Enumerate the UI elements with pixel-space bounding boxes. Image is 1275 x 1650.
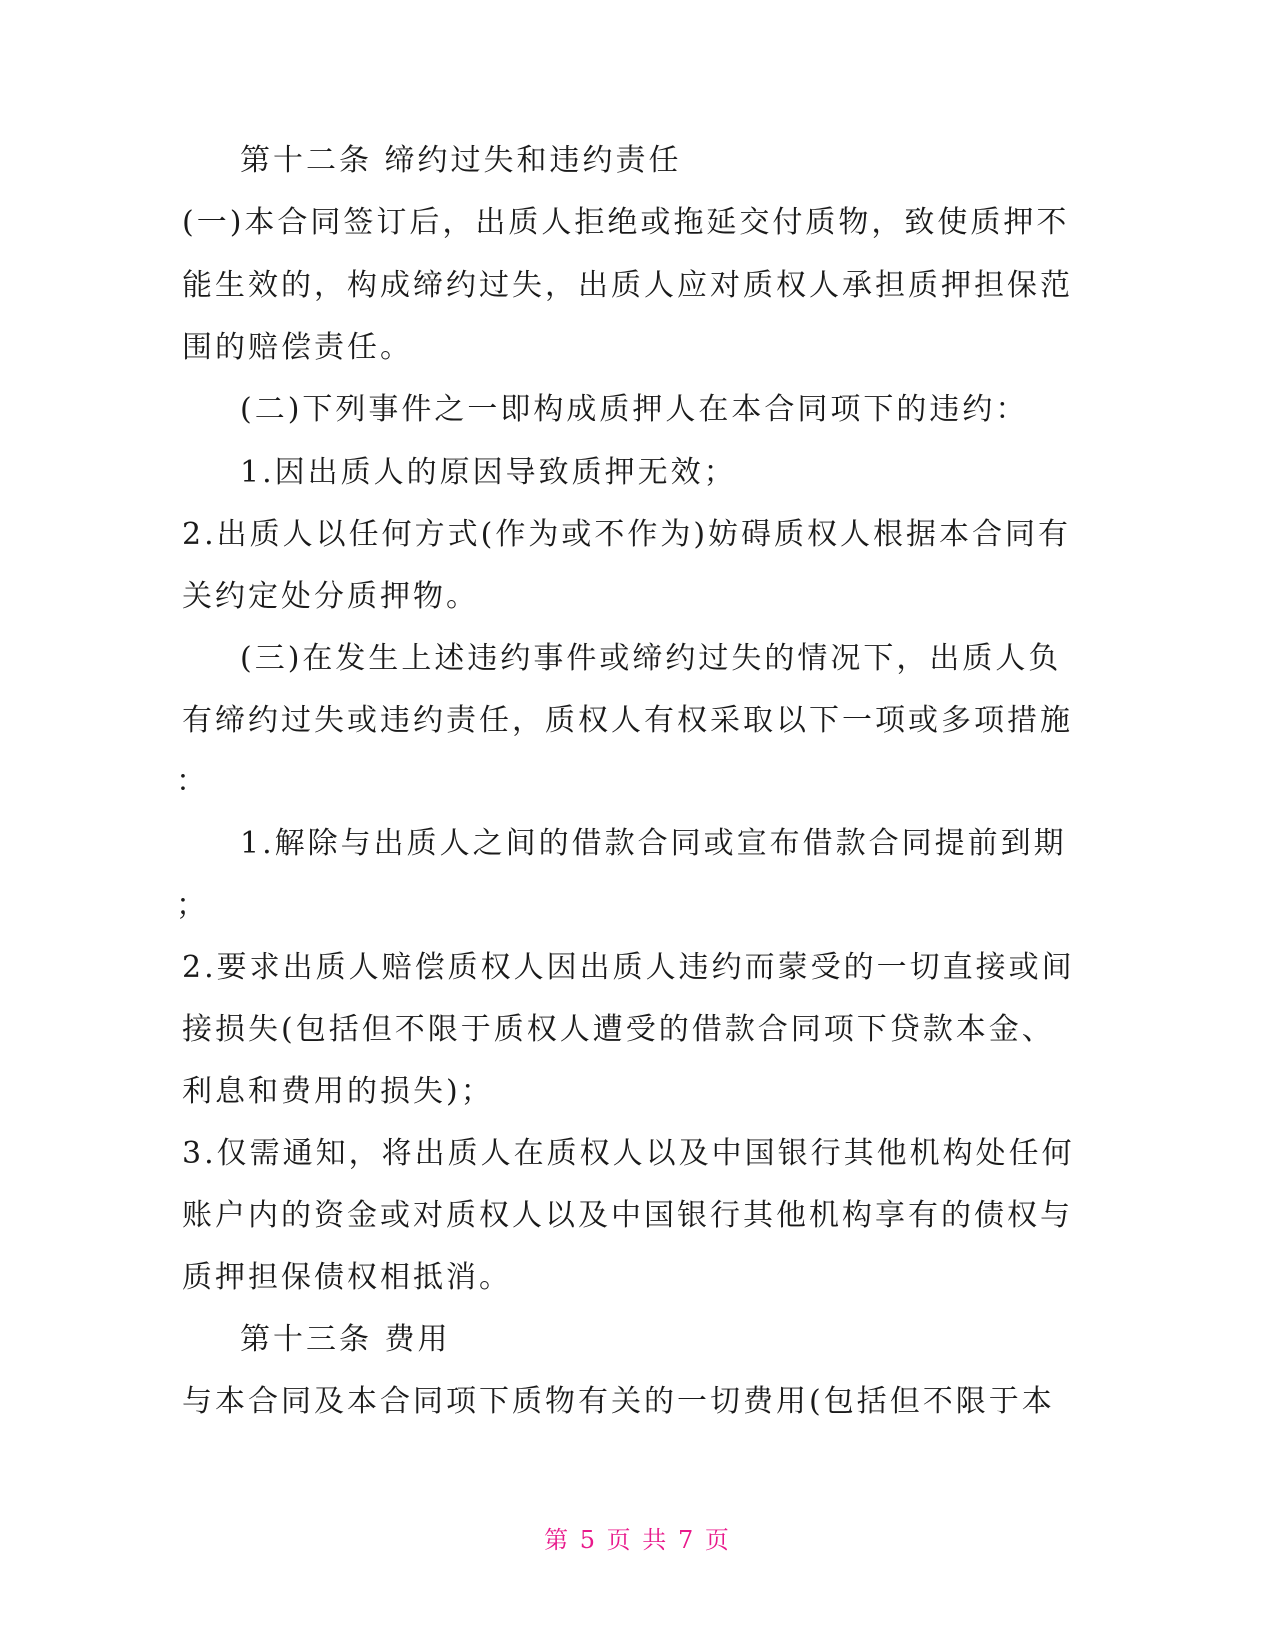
paragraph-line: ； [176, 888, 209, 923]
paragraph-line: (一)本合同签订后，出质人拒绝或拖延交付质物，致使质押不 [182, 205, 1070, 240]
paragraph-line: 关约定处分质押物。 [182, 579, 479, 614]
paragraph-line: 围的赔偿责任。 [182, 330, 413, 365]
paragraph-line: 账户内的资金或对质权人以及中国银行其他机构享有的债权与 [182, 1198, 1073, 1233]
list-item: 1.解除与出质人之间的借款合同或宣布借款合同提前到期 [240, 826, 1067, 861]
article-12-heading: 第十二条 缔约过失和违约责任 [240, 143, 682, 178]
list-item: 2.出质人以任何方式(作为或不作为)妨碍质权人根据本合同有 [182, 517, 1072, 552]
paragraph-line: (二)下列事件之一即构成质押人在本合同项下的违约： [240, 392, 1029, 427]
paragraph-line: 能生效的，构成缔约过失，出质人应对质权人承担质押担保范 [182, 268, 1073, 303]
paragraph-line: 接损失(包括但不限于质权人遭受的借款合同项下贷款本金、 [182, 1012, 1055, 1047]
page-number: 第 5 页 共 7 页 [544, 1526, 731, 1554]
paragraph-line: 利息和费用的损失)； [182, 1074, 494, 1109]
article-13-heading: 第十三条 费用 [240, 1322, 451, 1357]
paragraph-line: (三)在发生上述违约事件或缔约过失的情况下，出质人负 [240, 641, 1062, 676]
paragraph-line: 与本合同及本合同项下质物有关的一切费用(包括但不限于本 [182, 1384, 1055, 1419]
list-item: 3.仅需通知，将出质人在质权人以及中国银行其他机构处任何 [182, 1136, 1075, 1171]
paragraph-line: 有缔约过失或违约责任，质权人有权采取以下一项或多项措施 [182, 703, 1073, 738]
list-item: 2.要求出质人赔偿质权人因出质人违约而蒙受的一切直接或间 [182, 950, 1075, 985]
paragraph-line: 质押担保债权相抵消。 [182, 1260, 512, 1295]
list-item: 1.因出质人的原因导致质押无效； [240, 455, 737, 490]
paragraph-line: ： [176, 764, 209, 799]
